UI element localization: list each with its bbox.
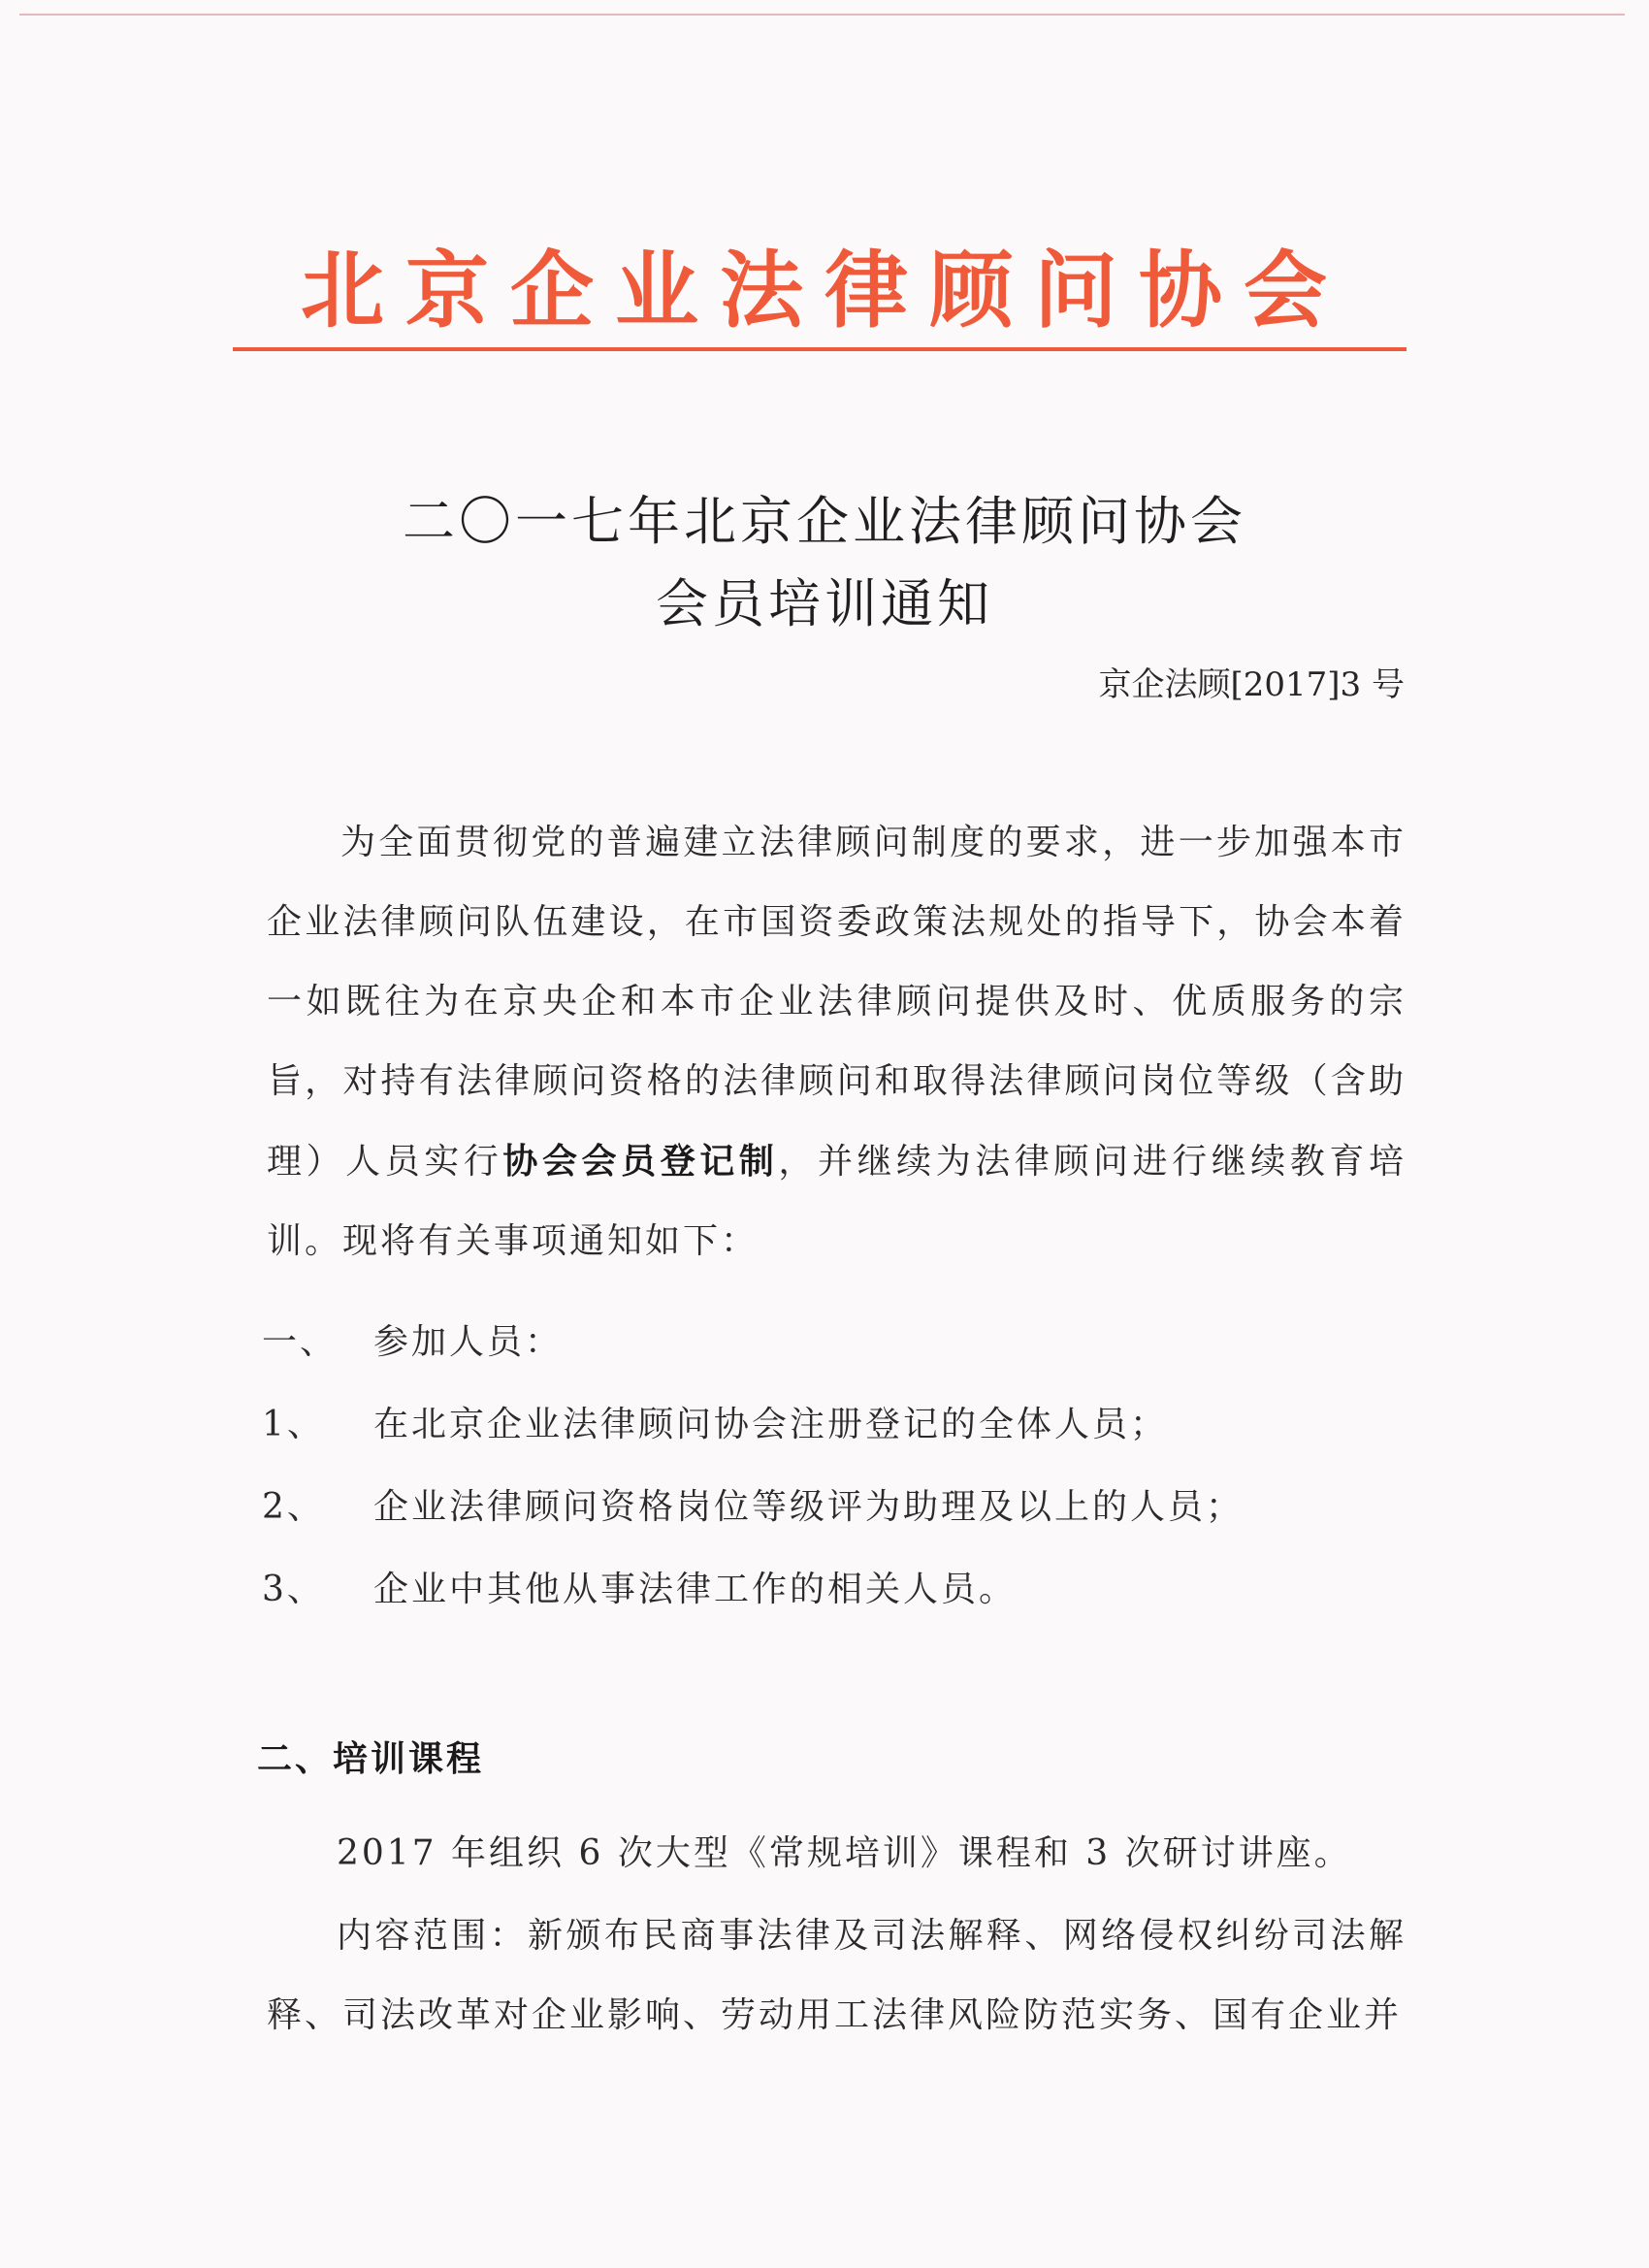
letterhead-red-rule xyxy=(233,347,1406,351)
page-top-edge xyxy=(19,14,1625,16)
section-2-heading: 二、培训课程 xyxy=(257,1738,485,1779)
list-item-text: 企业中其他从事法律工作的相关人员。 xyxy=(373,1570,1018,1609)
section-1-title: 参加人员： xyxy=(373,1322,564,1362)
document-title-line-1: 二〇一七年北京企业法律顾问协会 xyxy=(403,491,1246,552)
intro-paragraph xyxy=(267,803,1406,1281)
intro-text-end: ，并继续为法律顾问进行继续教育培训。现将有关事项通知如下： xyxy=(267,1142,1406,1261)
section-1-number: 一、 xyxy=(262,1322,339,1362)
organization-letterhead: 北京企业法律顾问协会 xyxy=(301,242,1348,340)
section-2-paragraph-1: 2017 年组织 6 次大型《常规培训》课程和 3 次研讨讲座。 xyxy=(337,1833,1352,1873)
list-item-number: 3、 xyxy=(262,1570,325,1609)
list-item-number: 1、 xyxy=(262,1405,325,1444)
intro-text-start: 为全面贯彻党的普遍建立法律顾问制度的要求，进一步加强本市企业法律顾问队伍建设，在市国资委政策法规处的指导下，协会本着一如既往为在京央企和本市企业法律顾问提供及时、优质服务的宗旨，对持有法律顾问资格的法律顾问和取得法律顾问岗位等级（含助理）人员实行 xyxy=(267,823,1406,1182)
list-item xyxy=(262,1397,1168,1446)
document-number: 京企法顾[2017]3 号 xyxy=(1098,665,1405,704)
section-1-heading xyxy=(262,1314,563,1364)
list-item xyxy=(262,1479,1244,1529)
list-item-number: 2、 xyxy=(262,1487,325,1527)
list-item-text: 企业法律顾问资格岗位等级评为助理及以上的人员； xyxy=(373,1487,1245,1527)
document-title-line-2: 会员培训通知 xyxy=(656,573,993,634)
section-2-paragraph-2: 内容范围：新颁布民商事法律及司法解释、网络侵权纠纷司法解释、司法改革对企业影响、劳动用工法律风险防范实务、国有企业并 xyxy=(267,1916,1406,2035)
intro-bold-text: 协会会员登记制 xyxy=(502,1141,779,1182)
list-item xyxy=(262,1562,1017,1611)
list-item-text: 在北京企业法律顾问协会注册登记的全体人员； xyxy=(373,1405,1169,1444)
